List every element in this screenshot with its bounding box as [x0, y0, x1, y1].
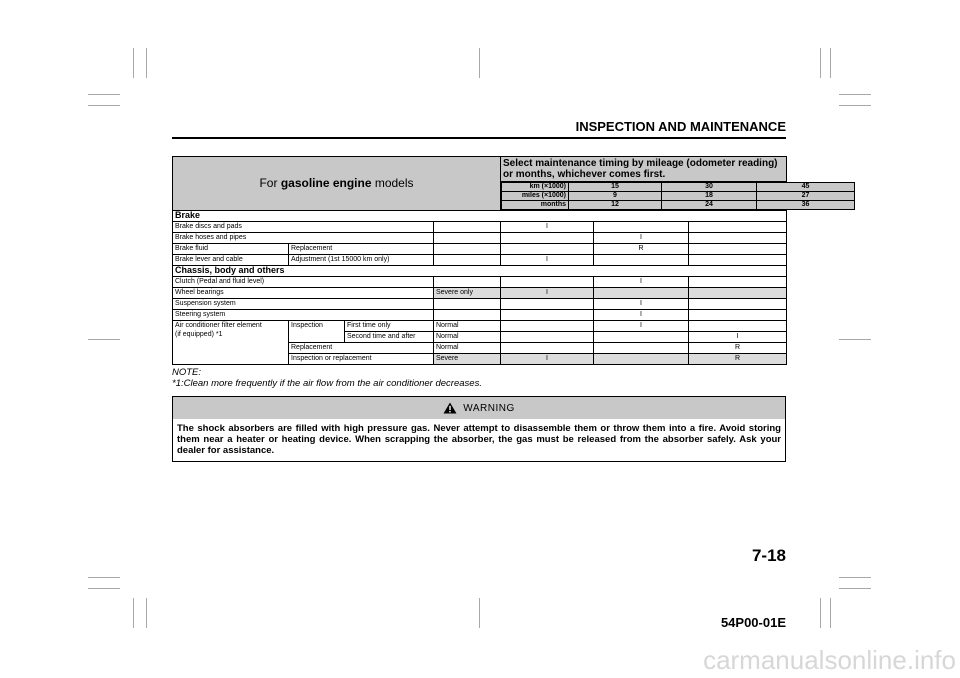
- maintenance-schedule-table: [172, 156, 810, 365]
- note-text: *1:Clean more frequently if the air flow from the air conditioner decreases.: [172, 378, 482, 389]
- interval-table: [501, 182, 855, 210]
- table-row: Brake lever and cable Adjustment (1st 15000 km only) I: [173, 255, 787, 266]
- model-header: For gasoline engine models: [173, 157, 501, 211]
- interval-row: miles (×1000) 9 18 27: [502, 192, 855, 201]
- table-row: Suspension system I: [173, 299, 787, 310]
- section-row-brake: Brake: [173, 211, 787, 222]
- page-number: 7-18: [751, 546, 786, 565]
- header-rule: [172, 137, 786, 139]
- table-row: Brake discs and pads I: [173, 222, 787, 233]
- table-row: Inspection or replacement Severe I R: [173, 354, 787, 365]
- section-title: INSPECTION AND MAINTENANCE: [575, 119, 786, 134]
- section-row-chassis: Chassis, body and others: [173, 266, 787, 277]
- table-row: Air conditioner filter element (if equipped) *1 Inspection First time only Normal I: [173, 321, 787, 332]
- note: [172, 367, 482, 389]
- aircon-item-cell: Air conditioner filter element (if equipped) *1: [173, 321, 289, 365]
- note-label: NOTE:: [172, 367, 202, 378]
- table-row: Brake hoses and pipes I: [173, 233, 787, 244]
- interval-row: months 12 24 36: [502, 201, 855, 210]
- warning-title: WARNING: [463, 402, 515, 414]
- table-row: Brake fluid Replacement R: [173, 244, 787, 255]
- select-timing-header: Select maintenance timing by mileage (odometer reading) or months, whichever comes first.: [501, 157, 787, 182]
- table-row: Clutch (Pedal and fluid level) I: [173, 277, 787, 288]
- warning-text: The shock absorbers are filled with high pressure gas. Never attempt to disassemble them or throw them into a fire. Avoid storing them near a heater or heating device. When scrapping the absorber, the gas must be released from the absorber safely. Ask your dealer for assistance.: [177, 423, 781, 456]
- watermark: carmanualsonline.info: [703, 645, 956, 675]
- warning-box: [172, 396, 786, 462]
- warning-triangle-icon: [443, 402, 457, 414]
- interval-row: km (×1000) 15 30 45: [502, 183, 855, 192]
- table-row: Replacement Normal R: [173, 343, 787, 354]
- warning-header: [173, 397, 785, 419]
- table-row: Second time and after Normal I: [173, 332, 787, 343]
- table-row: Steering system I: [173, 310, 787, 321]
- table-row: Wheel bearings Severe only I: [173, 288, 787, 299]
- document-code: 54P00-01E: [720, 615, 786, 630]
